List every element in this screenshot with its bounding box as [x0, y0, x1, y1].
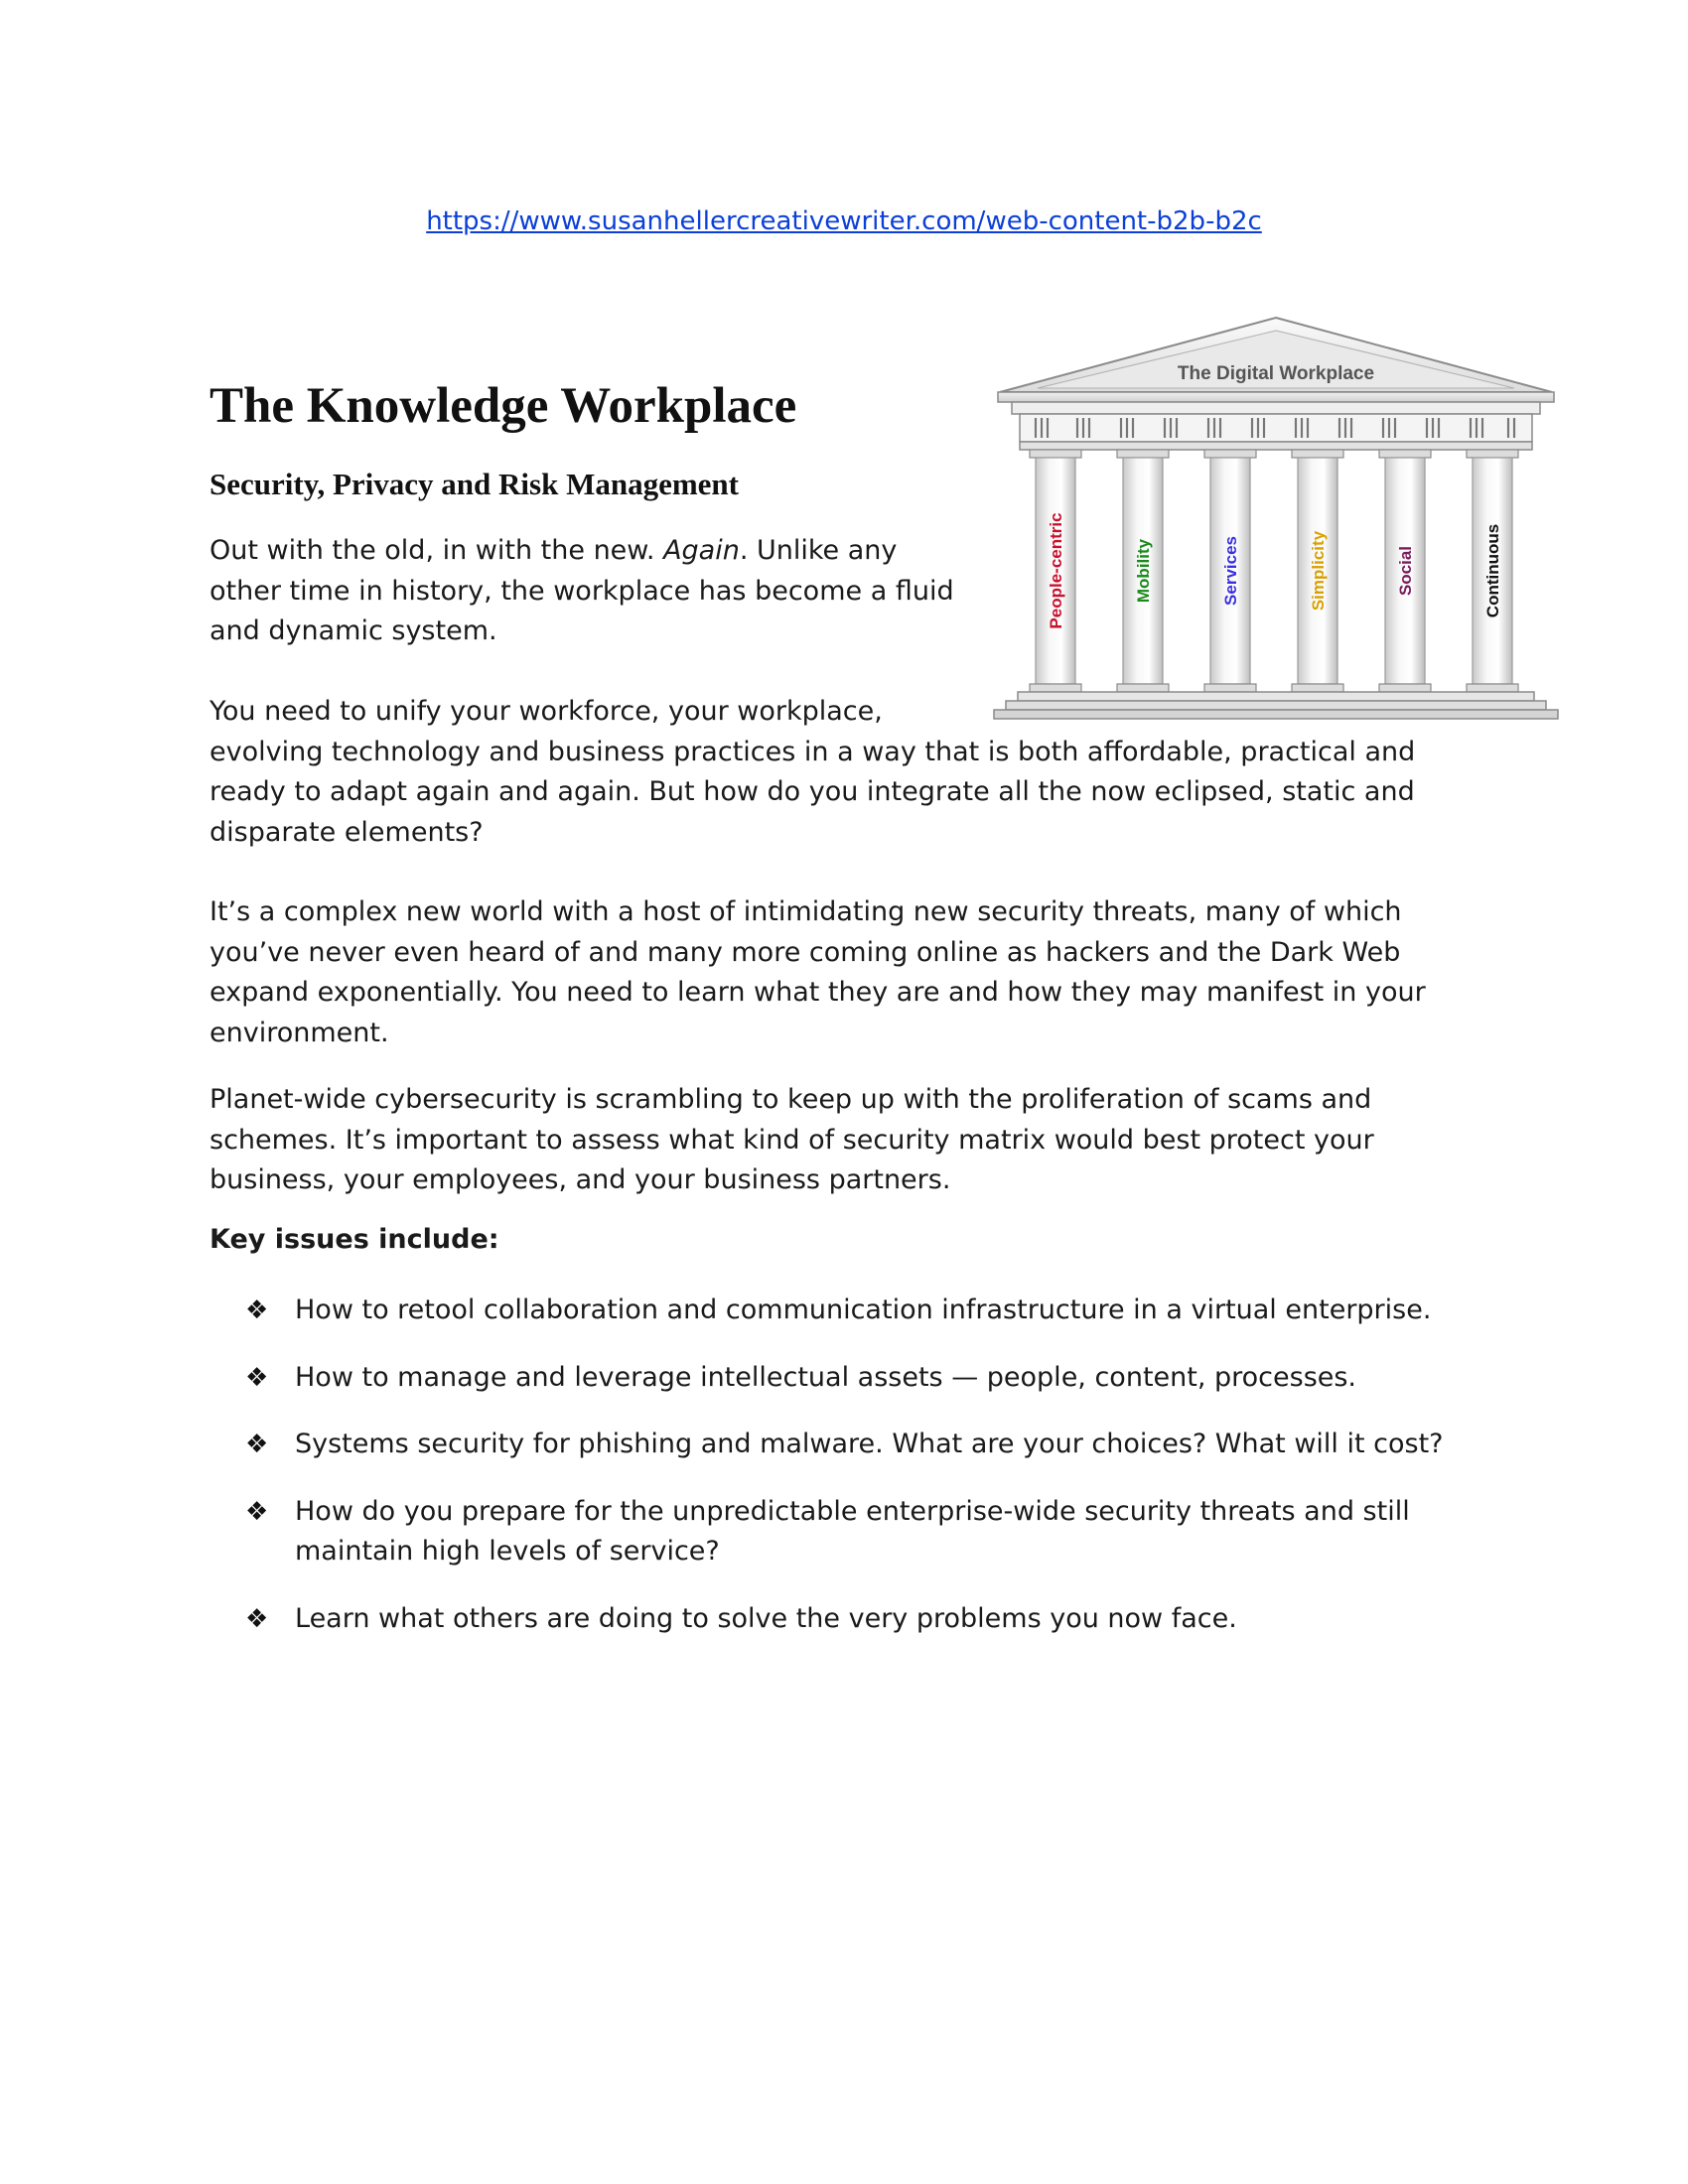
pillar-label-simplicity: Simplicity	[1309, 530, 1328, 612]
intro-paragraph	[210, 531, 964, 652]
intro-text-after: . Unlike any other time in history, the workplace has become a fluid and dynamic system.	[210, 535, 954, 646]
diamond-bullet-icon: ❖	[245, 1296, 269, 1325]
page-subtitle: Security, Privacy and Risk Management	[210, 467, 739, 501]
list-item-text: Systems security for phishing and malware. What are your choices? What will it cost?	[295, 1429, 1444, 1459]
pillar-label-continuous: Continuous	[1483, 523, 1502, 618]
temple-step-middle	[1006, 701, 1546, 710]
diamond-bullet-icon: ❖	[245, 1430, 269, 1459]
diamond-bullet-icon: ❖	[245, 1603, 269, 1634]
intro-emphasis: Again	[663, 535, 740, 566]
list-item	[210, 1599, 1500, 1640]
pillar-continuous	[1467, 450, 1518, 692]
diagram-title: The Digital Workplace	[1177, 363, 1375, 384]
diamond-bullet-icon: ❖	[245, 1362, 269, 1393]
pillar-simplicity	[1292, 450, 1343, 692]
pillar-label-services: Services	[1221, 536, 1240, 606]
unify-paragraph-rest: evolving technology and business practices in a way that is both affordable, practical and ready to adapt again and again. But how do you integrate all the now eclipsed, static and disparate elements?	[210, 736, 1416, 848]
temple-frieze	[1020, 414, 1532, 442]
diamond-bullet-icon: ❖	[245, 1496, 269, 1527]
list-item	[210, 1492, 1500, 1572]
cybersecurity-paragraph: Planet-wide cybersecurity is scrambling to keep up with the proliferation of scams and schemes. It’s important to assess what kind of security matrix would best protect your business, your employees, and your business partners.	[210, 1084, 1374, 1195]
temple-cornice	[998, 392, 1554, 402]
page-title: The Knowledge Workplace	[210, 378, 797, 434]
digital-workplace-temple-diagram	[988, 313, 1564, 720]
temple-step-top	[1018, 692, 1534, 701]
list-item-text: How do you prepare for the unpredictable enterprise-wide security threats and still maintain high levels of service?	[295, 1495, 1410, 1567]
list-item	[210, 1358, 1500, 1399]
pillar-label-people-centric: People-centric	[1047, 512, 1065, 629]
list-item	[210, 1425, 1500, 1465]
pillar-services	[1204, 450, 1256, 692]
temple-step-bottom	[994, 710, 1558, 719]
list-item-text: Learn what others are doing to solve the very problems you now face.	[295, 1602, 1237, 1634]
pillar-label-social: Social	[1396, 545, 1415, 597]
temple-lintel	[1020, 442, 1532, 450]
threats-paragraph: It’s a complex new world with a host of intimidating new security threats, many of which you’ve never even heard of and many more coming online as hackers and the Dark Web expand exponentially. You need to learn what they are and how they may manifest in your environment.	[210, 896, 1426, 1048]
source-url-link[interactable]: https://www.susanhellercreativewriter.com/web-content-b2b-b2c	[426, 206, 1262, 236]
list-item	[210, 1291, 1500, 1331]
temple-columns	[1030, 450, 1518, 692]
key-issues-heading: Key issues include:	[210, 1224, 499, 1255]
key-issues-list	[210, 1291, 1500, 1666]
temple-architrave	[1012, 402, 1540, 414]
intro-text-before: Out with the old, in with the new.	[210, 535, 664, 566]
list-item-text: How to manage and leverage intellectual assets — people, content, processes.	[295, 1361, 1357, 1393]
unify-paragraph-first-line: You need to unify your workforce, your workplace,	[210, 696, 883, 727]
pillar-social	[1379, 450, 1431, 692]
pillar-people-centric	[1030, 450, 1081, 692]
list-item-text: How to retool collaboration and communication infrastructure in a virtual enterprise.	[295, 1295, 1432, 1325]
pillar-mobility	[1117, 450, 1169, 692]
pillar-label-mobility: Mobility	[1134, 538, 1153, 604]
